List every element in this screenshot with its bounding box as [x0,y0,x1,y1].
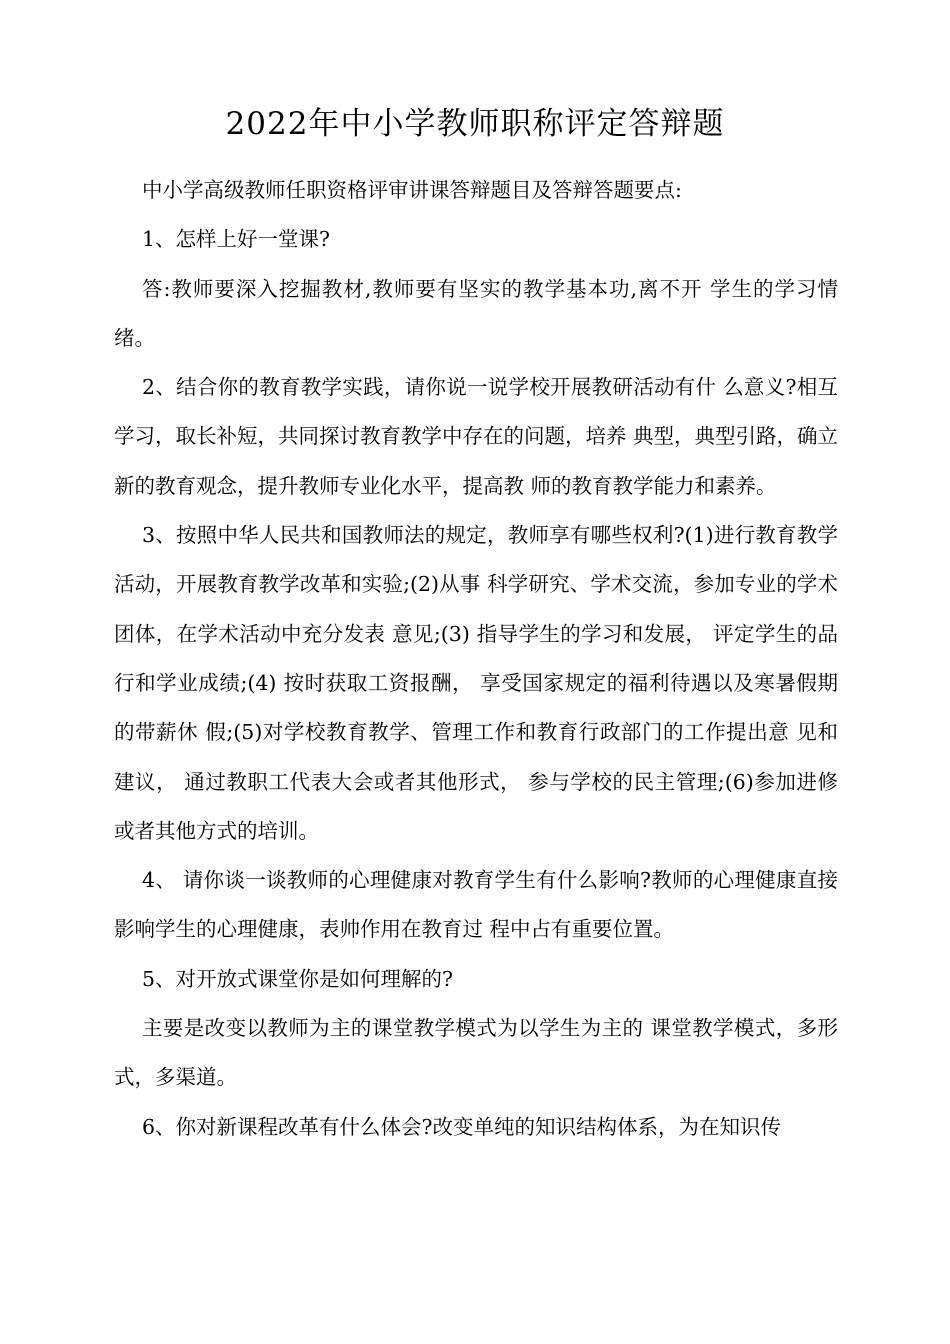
question-5: 5、对开放式课堂你是如何理解的? [142,966,454,991]
document-title: 2022年中小学教师职称评定答辩题 [225,106,725,142]
question-1: 1、怎样上好一堂课? [142,227,331,252]
document-body [114,166,838,1152]
question-answer-4: 4、 请你谈一谈教师的心理健康对教育学生有什么影响?教师的心理健康直接影响学生的心理健康，表帅作用在教育过 程中占有重要位置。 [114,868,838,942]
intro-paragraph: 中小学高级教师任职资格评审讲课答辩题目及答辩答题要点: [142,178,682,202]
question-answer-3: 3、按照中华人民共和国教师法的规定，教师享有哪些权利?(1)进行教育教学活动，开展教育教学改革和实验;(2)从事 科学研究、学术交流，参加专业的学术团体，在学术活动中充分发表 意见;(3) 指导学生的学习和发展， 评定学生的品行和学业成绩;(4) 按时获取工资报酬， 享受国家规定的福利待遇以及寒暑假期的带薪休 假;(5)对学校教育教学、管理工作和教育行政部门的工作提出意 见和建议， 通过教职工代表大会或者其他形式， 参与学校的民主管理;(6)参加进修或者其他方式的培训。 [114,523,838,843]
question-answer-2: 2、结合你的教育教学实践，请你说一说学校开展教研活动有什 么意义?相互学习，取长补短，共同探讨教育教学中存在的问题，培养 典型，典型引路，确立新的教育观念，提升教师专业化水平，提高教 师的教育教学能力和素养。 [114,375,839,498]
answer-1: 答:教师要深入挖掘教材,教师要有坚实的教学基本功,离不开 学生的学习情绪。 [114,276,838,350]
question-answer-6: 6、你对新课程改革有什么体会?改变单纯的知识结构体系，为在知识传 [142,1114,782,1139]
answer-5: 主要是改变以教师为主的课堂教学模式为以学生为主的 课堂教学模式，多形式，多渠道。 [114,1016,838,1090]
